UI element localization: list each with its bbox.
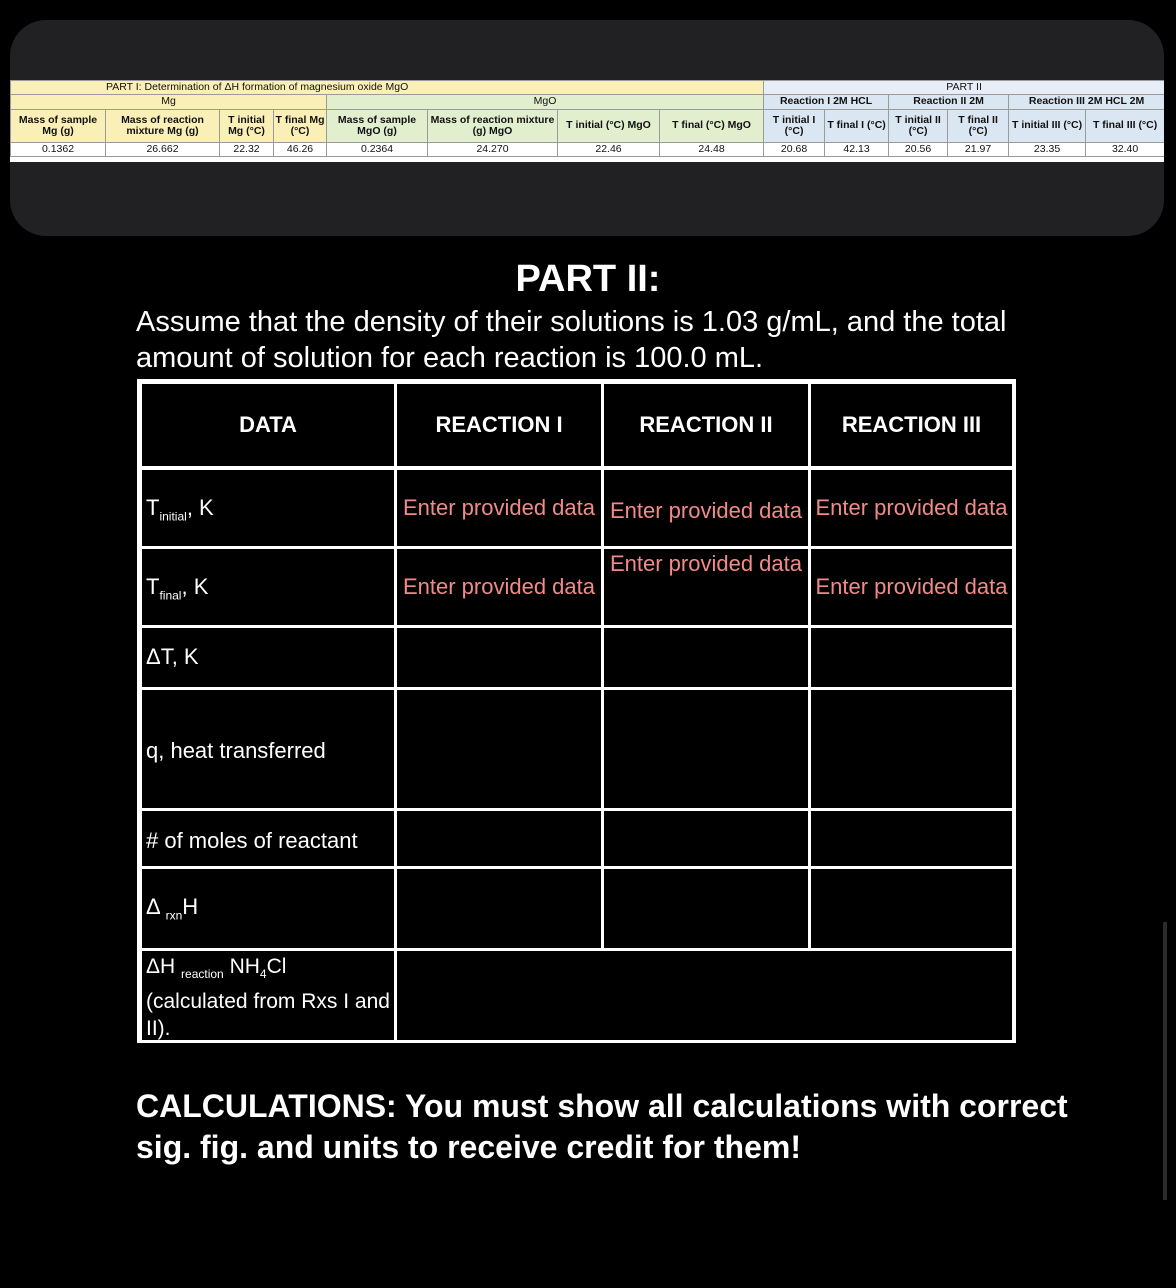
label-rxn-h-tail: H	[182, 894, 199, 919]
sheet-reaction-3-group: Reaction III 2M HCL 2M	[1009, 95, 1164, 110]
sheet-value: 20.56	[889, 143, 948, 157]
scrollbar[interactable]	[1163, 922, 1167, 1200]
t-initial-reaction-1-input[interactable]: Enter provided data	[396, 469, 602, 547]
sheet-reaction-2-group: Reaction II 2M	[889, 95, 1009, 110]
data-table	[137, 379, 1016, 1043]
label-nh4cl-tail: Cl	[266, 955, 287, 978]
rxn-h-reaction-3-cell[interactable]	[810, 868, 1013, 949]
sheet-value: 20.68	[764, 143, 825, 157]
sheet-part1-title: PART I: Determination of ΔH formation of magnesium oxide MgO	[11, 81, 764, 95]
sheet-header: T final III (°C)	[1086, 110, 1164, 143]
sheet-header: Mass of sample Mg (g)	[11, 110, 106, 143]
sheet-header: T initial I (°C)	[764, 110, 825, 143]
label-moles: # of moles of reactant	[141, 810, 395, 867]
label-nh4cl-rest: (calculated from Rxs I and II).	[146, 990, 390, 1041]
sheet-value: 42.13	[825, 143, 889, 157]
label-t-initial-main: T	[146, 495, 160, 520]
sheet-value: 22.32	[220, 143, 274, 157]
sheet-header: T final II (°C)	[948, 110, 1009, 143]
delta-t-reaction-1-cell[interactable]	[396, 627, 602, 688]
part2-intro: Assume that the density of their solutions is 1.03 g/mL, and the total amount of solution for each reaction is 100.0 mL.	[136, 306, 1007, 374]
header-reaction-2: REACTION II	[603, 383, 809, 467]
label-t-initial-tail: , K	[186, 495, 214, 520]
sheet-header: T final I (°C)	[825, 110, 889, 143]
sheet-header: T final (°C) MgO	[660, 110, 764, 143]
sheet-header: T initial II (°C)	[889, 110, 948, 143]
sheet-header: T final Mg (°C)	[274, 110, 327, 143]
label-rxn-h-sub: rxn	[165, 908, 183, 923]
sheet-part2-title: PART II	[764, 81, 1164, 95]
label-rxn-h-main: Δ	[146, 894, 166, 919]
t-final-reaction-1-input[interactable]: Enter provided data	[396, 548, 602, 626]
label-t-initial-sub: initial	[159, 509, 187, 524]
sheet-mg-group: Mg	[11, 95, 327, 110]
q-reaction-3-cell[interactable]	[810, 689, 1013, 809]
sheet-header: T initial Mg (°C)	[220, 110, 274, 143]
label-nh4cl-main: ΔH	[146, 955, 182, 978]
nh4cl-result-cell[interactable]	[396, 950, 1013, 1041]
moles-reaction-1-cell[interactable]	[396, 810, 602, 867]
label-t-initial	[141, 469, 395, 547]
moles-reaction-2-cell[interactable]	[603, 810, 809, 867]
label-nh4cl-mid: NH	[223, 955, 260, 978]
sheet-value: 32.40	[1086, 143, 1164, 157]
sheet-header: Mass of reaction mixture Mg (g)	[106, 110, 220, 143]
sheet-value: 23.35	[1009, 143, 1086, 157]
sheet-value: 46.26	[274, 143, 327, 157]
sheet-mgo-group: MgO	[327, 95, 764, 110]
sheet-value: 26.662	[106, 143, 220, 157]
sheet-value: 21.97	[948, 143, 1009, 157]
delta-t-reaction-2-cell[interactable]	[603, 627, 809, 688]
t-final-reaction-3-input[interactable]: Enter provided data	[810, 548, 1013, 626]
t-initial-reaction-3-input[interactable]: Enter provided data	[810, 469, 1013, 547]
part2-title: PART II:	[515, 258, 661, 300]
sheet-value: 22.46	[558, 143, 660, 157]
delta-t-reaction-3-cell[interactable]	[810, 627, 1013, 688]
label-t-final	[141, 548, 395, 626]
q-reaction-2-cell[interactable]	[603, 689, 809, 809]
sheet-value: 0.1362	[11, 143, 106, 157]
rxn-h-reaction-1-cell[interactable]	[396, 868, 602, 949]
sheet-reaction-1-group: Reaction I 2M HCL	[764, 95, 889, 110]
t-initial-reaction-2-input[interactable]: Enter provided data	[603, 469, 809, 547]
label-nh4cl	[141, 950, 395, 1041]
header-data: DATA	[141, 383, 395, 467]
t-final-reaction-2-input[interactable]: Enter provided data	[603, 548, 809, 626]
moles-reaction-3-cell[interactable]	[810, 810, 1013, 867]
label-nh4cl-sub: reaction	[181, 967, 224, 982]
label-nh4cl-sub2: 4	[259, 967, 267, 982]
sheet-value: 0.2364	[327, 143, 428, 157]
q-reaction-1-cell[interactable]	[396, 689, 602, 809]
label-t-final-sub: final	[159, 588, 182, 603]
spreadsheet-image	[10, 80, 1164, 162]
sheet-header: Mass of reaction mixture (g) MgO	[428, 110, 558, 143]
label-t-final-tail: , K	[181, 574, 209, 599]
calculations-note: CALCULATIONS: You must show all calculations with correct sig. fig. and units to receive credit for them!	[136, 1088, 1068, 1165]
sheet-header: T initial (°C) MgO	[558, 110, 660, 143]
label-t-final-main: T	[146, 574, 160, 599]
sheet-header: T initial III (°C)	[1009, 110, 1086, 143]
rxn-h-reaction-2-cell[interactable]	[603, 868, 809, 949]
label-delta-t: ΔT, K	[141, 627, 395, 688]
label-rxn-h	[141, 868, 395, 949]
label-q: q, heat transferred	[141, 689, 395, 809]
header-reaction-3: REACTION III	[810, 383, 1013, 467]
sheet-header: Mass of sample MgO (g)	[327, 110, 428, 143]
sheet-value: 24.270	[428, 143, 558, 157]
sheet-value: 24.48	[660, 143, 764, 157]
header-reaction-1: REACTION I	[396, 383, 602, 467]
